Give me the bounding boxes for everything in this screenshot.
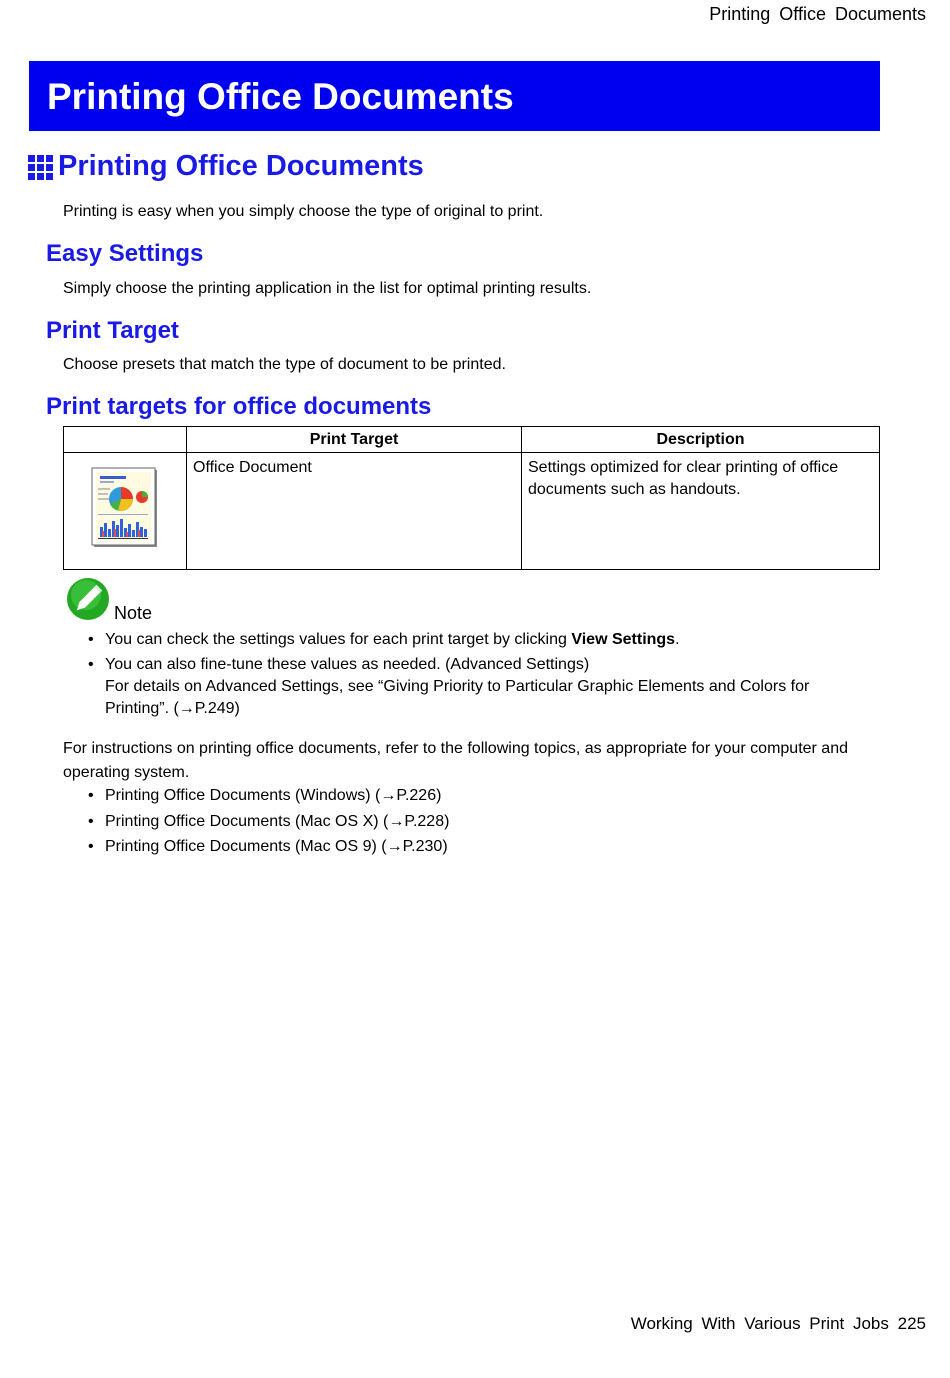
list-item [63,629,863,651]
note-item-line: You can also fine-tune these values as needed. (Advanced Settings) [105,656,590,673]
table-row [64,453,880,570]
topics-list [63,785,449,862]
intro-text: Printing is easy when you simply choose the type of original to print. [63,203,544,220]
page-banner: Printing Office Documents [29,61,880,131]
list-item[interactable] [63,811,449,833]
column-header-image [64,427,187,453]
column-header-description: Description [522,427,880,453]
page-number: 225 [897,1314,926,1333]
easy-settings-text: Simply choose the printing application in the list for optimal printing results. [63,280,592,297]
targets-table-heading: Print targets for office documents [46,393,432,420]
footer-chapter: Working With Various Print Jobs [630,1314,889,1333]
topic-link-mac-os-x[interactable]: Printing Office Documents (Mac OS X) (→P.228) [105,812,450,830]
target-name-cell: Office Document [187,453,522,570]
office-document-thumbnail [91,467,159,549]
page-footer [631,1314,926,1334]
bullet-icon: • [88,812,94,830]
instructions-text: For instructions on printing office documents, refer to the following topics, as appropriate for your computer and operating system. [63,740,848,781]
print-targets-table [63,426,880,570]
running-header: Printing Office Documents [709,4,926,24]
section-title: Printing Office Documents [58,150,424,182]
bullet-icon: • [88,787,94,804]
note-list [63,629,863,723]
print-target-text: Choose presets that match the type of document to be printed. [63,356,506,373]
bullet-icon: • [88,656,94,673]
topic-link-windows[interactable]: Printing Office Documents (Windows) (→P.226) [105,787,442,804]
list-item[interactable] [63,785,449,807]
list-item[interactable] [63,836,449,858]
target-thumbnail-cell [64,453,187,570]
topic-link-mac-os-9[interactable]: Printing Office Documents (Mac OS 9) (→P.230) [105,838,448,855]
print-target-heading: Print Target [46,317,179,344]
note-item-details: For details on Advanced Settings, see “Giving Priority to Particular Graphic Elements and Colors for Printing”. (→P.249) [105,678,810,717]
table-header-row [64,427,880,453]
pencil-note-icon [66,577,110,621]
bullet-icon: • [88,631,94,648]
target-description-cell: Settings optimized for clear printing of office documents such as handouts. [522,453,880,570]
list-item [63,654,863,720]
column-header-print-target: Print Target [187,427,522,453]
view-settings-label: View Settings [571,631,676,648]
section-heading [28,150,424,183]
easy-settings-heading: Easy Settings [46,240,204,267]
bullet-icon: • [88,838,94,855]
grid-icon [28,155,53,180]
note-item-end: . [675,631,680,648]
note-label: Note [114,603,153,623]
note-item-text: You can check the settings values for each print target by clicking [105,631,572,648]
